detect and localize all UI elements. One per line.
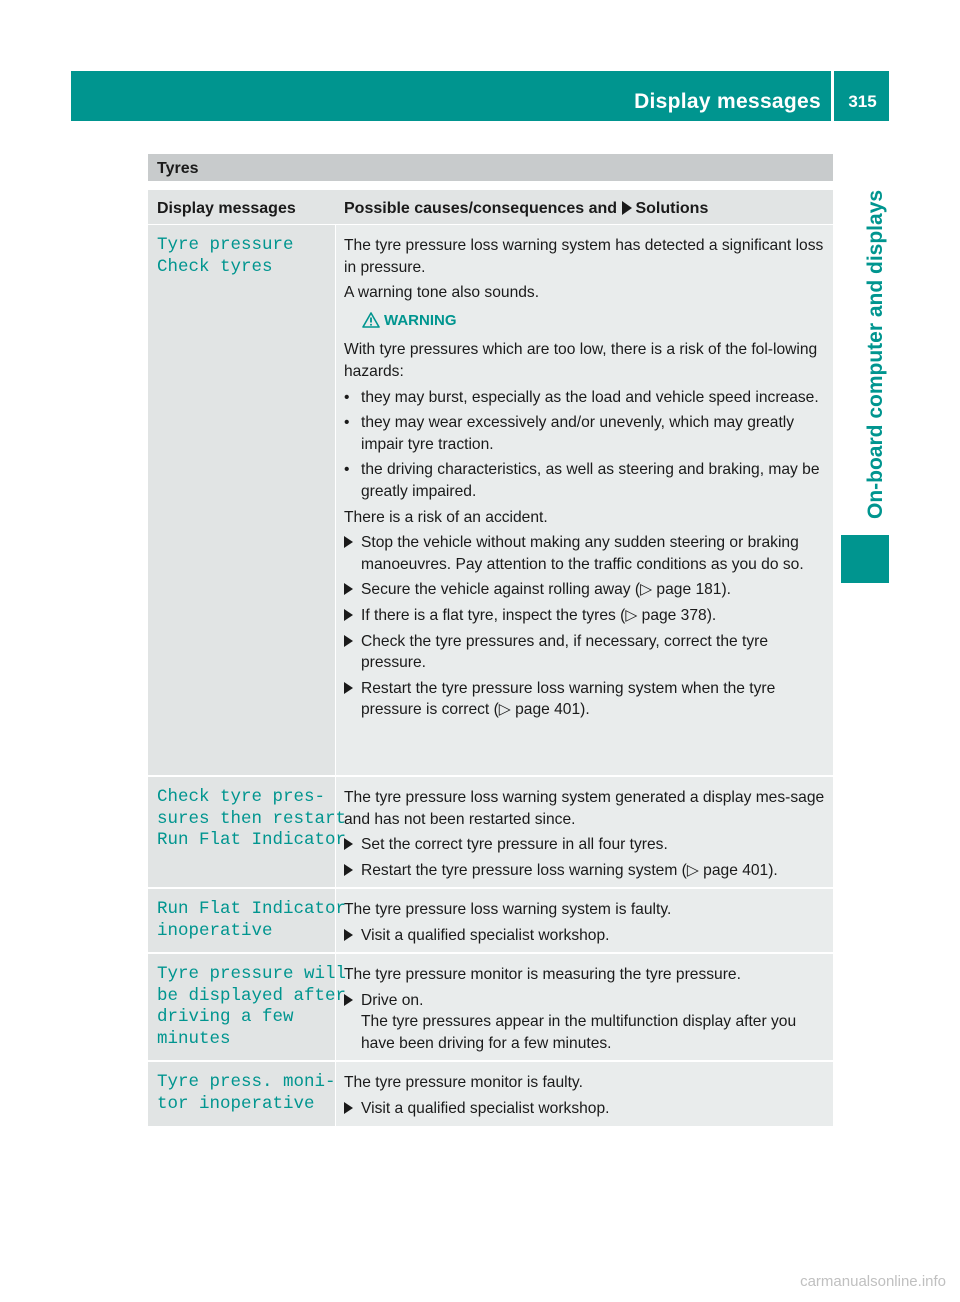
table-header [148, 190, 833, 224]
action-text: Check the tyre pressures and, if necessary, correct the tyre pressure. [361, 632, 769, 672]
paragraph: The tyre pressure loss warning system generated a display mes-sage and has not been restarted since. [344, 789, 825, 828]
action-arrow-icon [344, 838, 353, 850]
paragraph: The tyre pressure monitor is faulty. [344, 1074, 583, 1091]
message-cell [148, 777, 347, 887]
action-step [344, 925, 829, 947]
display-message: Check tyre pres‐ sures then restart Run Flat Indicator [157, 787, 347, 851]
action-arrow-icon [344, 536, 353, 548]
solution-cell [344, 1072, 829, 1123]
action-arrow-icon [344, 929, 353, 941]
display-message: Tyre pressure Check tyres [157, 235, 294, 277]
action-arrow-icon [344, 864, 353, 876]
action-text: Secure the vehicle against rolling away (▷ page 181). [361, 581, 731, 599]
chapter-tab [841, 125, 889, 525]
paragraph: The tyre pressure loss warning system is faulty. [344, 901, 672, 918]
page-number: 315 [848, 92, 877, 111]
solution-cell [344, 899, 829, 950]
action-step [344, 532, 829, 575]
table-title: Tyres [148, 154, 833, 181]
message-cell [148, 954, 347, 1060]
message-cell [148, 1062, 336, 1126]
paragraph: There is a risk of an accident. [344, 508, 548, 526]
section-title: Display messages [634, 90, 821, 113]
action-text: If there is a flat tyre, inspect the tyres (▷ page 378). [361, 606, 717, 624]
action-arrow-icon [344, 609, 353, 621]
action-arrow-icon [344, 1102, 353, 1114]
chapter-label: On-board computer and displays [864, 189, 887, 519]
action-result-text: The tyre pressures appear in the multifunction display after you have been driving for a few minutes. [361, 1013, 797, 1052]
action-step [344, 631, 829, 674]
action-step [344, 579, 829, 601]
warning-label: WARNING [384, 311, 457, 329]
header-divider [831, 71, 834, 121]
warning-triangle-icon [362, 312, 380, 328]
action-text: Drive on. [361, 991, 424, 1009]
header-bar [71, 71, 889, 121]
action-text: Stop the vehicle without making any sudden steering or braking manoeuvres. Pay attention to the traffic conditions as you do so. [361, 534, 804, 573]
bullet-item: • the driving characteristics, as well as steering and braking, may be greatly impaired. [344, 459, 829, 502]
action-step [344, 1098, 829, 1120]
action-step [344, 605, 829, 627]
solution-cell [344, 787, 829, 885]
action-arrow-icon [344, 682, 353, 694]
action-arrow-icon [344, 635, 353, 647]
paragraph: With tyre pressures which are too low, there is a risk of the fol-lowing hazards: [344, 341, 818, 380]
action-arrow-icon [344, 583, 353, 595]
paragraph: The tyre pressure monitor is measuring the tyre pressure. [344, 966, 741, 983]
display-message: Run Flat Indicator inoperative [157, 899, 347, 941]
action-step [344, 678, 829, 721]
solution-cell [344, 964, 829, 1058]
action-step [344, 990, 829, 1055]
bullet-item: • they may burst, especially as the load and vehicle speed increase. [344, 387, 829, 409]
message-cell [148, 889, 347, 952]
column-header-solutions-text: Solutions [635, 200, 709, 217]
action-arrow-icon [622, 201, 632, 215]
action-step [344, 860, 829, 882]
paragraph: A warning tone also sounds. [344, 284, 540, 302]
action-text: Visit a qualified specialist workshop. [361, 926, 610, 944]
display-message: Tyre pressure will be displayed after driving a few minutes [157, 964, 347, 1049]
table-row [148, 777, 833, 887]
action-arrow-icon [344, 994, 353, 1006]
action-text: Set the correct tyre pressure in all four tyres. [361, 836, 668, 854]
action-text: Visit a qualified specialist workshop. [361, 1099, 610, 1117]
warning-heading [344, 310, 829, 332]
column-header-causes-text: Possible causes/consequences and [344, 200, 618, 217]
chapter-marker [841, 535, 889, 583]
solution-cell [344, 235, 829, 725]
table-row [148, 954, 833, 1060]
action-text: Restart the tyre pressure loss warning system when the tyre pressure is correct (▷ page 401). [361, 679, 776, 719]
action-text: Restart the tyre pressure loss warning system (▷ page 401). [361, 861, 778, 879]
action-step [344, 834, 829, 856]
column-header-causes [344, 200, 708, 218]
table-row [148, 889, 833, 952]
column-header-messages: Display messages [157, 200, 296, 217]
message-cell [148, 225, 336, 775]
bullet-item: • they may wear excessively and/or unevenly, which may greatly impair tyre traction. [344, 412, 829, 455]
watermark[interactable]: carmanualsonline.info [800, 1273, 946, 1290]
paragraph: The tyre pressure loss warning system has detected a significant loss in pressure. [344, 237, 824, 276]
display-message: Tyre press. moni‐ tor inoperative [157, 1072, 336, 1114]
table-row [148, 225, 833, 775]
table-row [148, 1062, 833, 1126]
